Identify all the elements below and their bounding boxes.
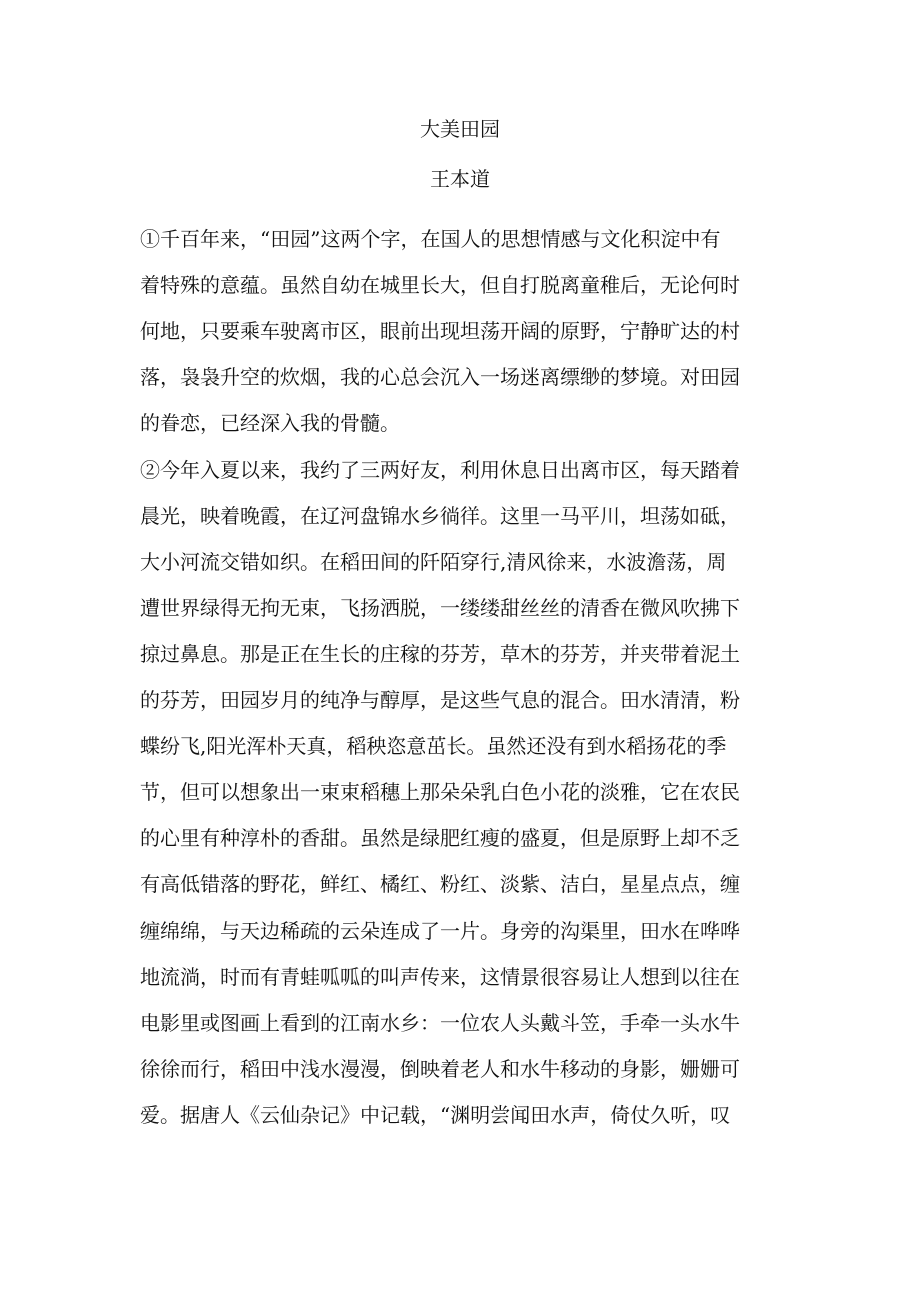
text-line: 缠绵绵，与天边稀疏的云朵连成了一片。身旁的沟渠里，田水在哗哗: [140, 918, 740, 943]
text-line: ①千百年来，“田园”这两个字，在国人的思想情感与文化积淀中有: [140, 227, 721, 251]
text-line: ②今年入夏以来，我约了三两好友，利用休息日出离市区，每天踏着: [140, 457, 740, 482]
text-line: 徐徐而行，稻田中浅水漫漫，倒映着老人和水牛移动的身影，姗姗可: [140, 1056, 740, 1081]
text-line: 掠过鼻息。那是正在生长的庄稼的芬芳，草木的芬芳，并夹带着泥土: [140, 641, 740, 666]
text-line: 电影里或图画上看到的江南水乡：一位农人头戴斗笠，手牵一头水牛: [140, 1010, 740, 1035]
text-line: 的芬芳，田园岁月的纯净与醇厚，是这些气息的混合。田水清清，粉: [140, 688, 740, 712]
text-line: 有高低错落的野花，鲜红、橘红、粉红、淡紫、洁白，星星点点，缠: [140, 872, 740, 897]
text-line: 蝶纷飞,阳光浑朴天真，稻秧恣意茁长。虽然还没有到水稻扬花的季: [140, 734, 727, 759]
text-line: 着特殊的意蕴。虽然自幼在城里长大，但自打脱离童稚后，无论何时: [140, 273, 740, 298]
text-line: 落，袅袅升空的炊烟，我的心总会沉入一场迷离缥缈的梦境。对田园: [140, 365, 740, 390]
text-line: 的眷恋，已经深入我的骨髓。: [140, 411, 400, 436]
document-author: 王本道: [430, 167, 490, 191]
text-line: 爱。据唐人《云仙杂记》中记载，“渊明尝闻田水声，倚仗久听，叹: [140, 1102, 731, 1127]
text-line: 遭世界绿得无拘无束，飞扬洒脱，一缕缕甜丝丝的清香在微风吹拂下: [140, 595, 740, 620]
text-line: 晨光，映着晚霞，在辽河盘锦水乡徜徉。这里一马平川，坦荡如砥，: [140, 503, 740, 528]
text-line: 大小河流交错如织。在稻田间的阡陌穿行,清风徐来，水波澹荡，周: [140, 549, 727, 574]
text-line: 节，但可以想象出一束束稻穗上那朵朵乳白色小花的淡雅，它在农民: [140, 780, 740, 805]
text-line: 何地，只要乘车驶离市区，眼前出现坦荡开阔的原野，宁静旷达的村: [140, 319, 740, 344]
text-line: 地流淌，时而有青蛙呱呱的叫声传来，这情景很容易让人想到以往在: [140, 964, 740, 989]
text-line: 的心里有种淳朴的香甜。虽然是绿肥红瘦的盛夏，但是原野上却不乏: [140, 826, 740, 851]
document-title: 大美田园: [420, 117, 500, 141]
